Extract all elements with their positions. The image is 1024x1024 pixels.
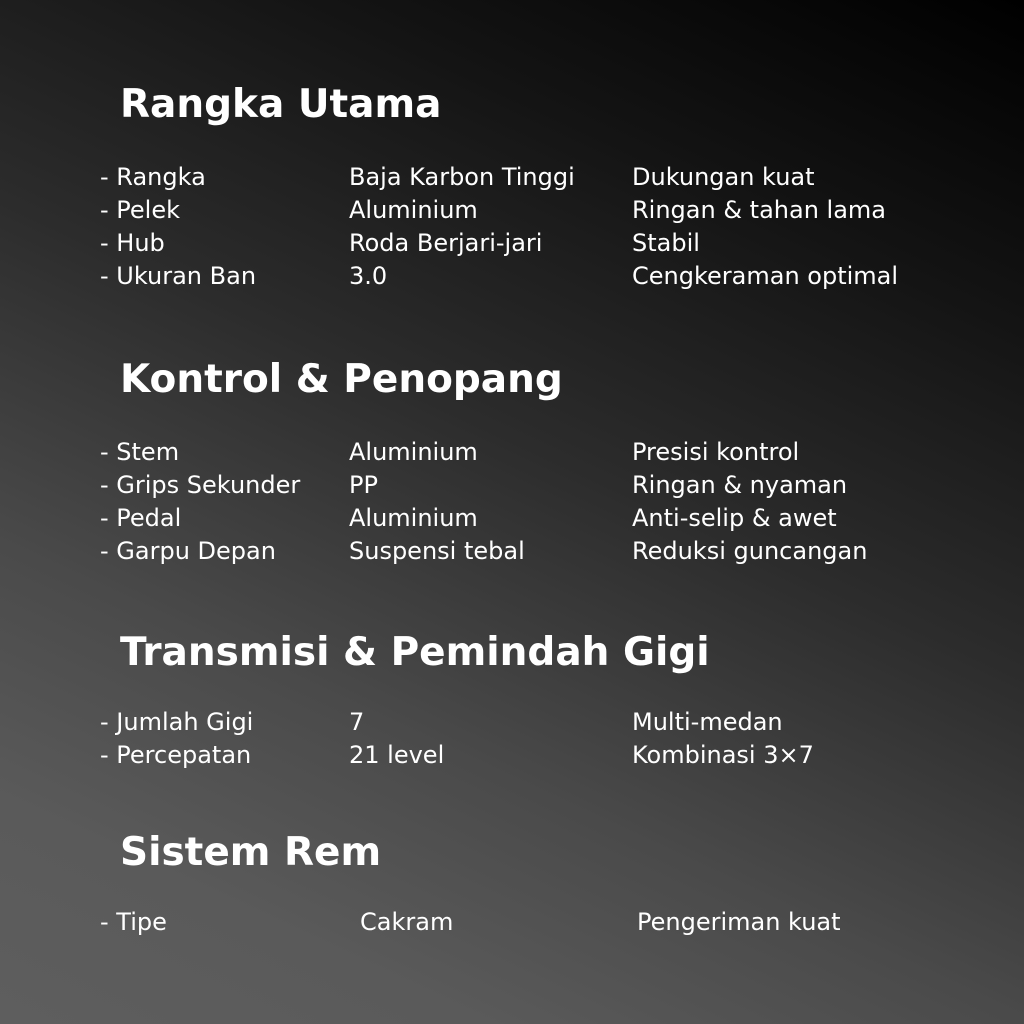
spec-row <box>0 436 1024 469</box>
spec-value: Aluminium <box>349 196 478 224</box>
spec-row <box>0 260 1024 293</box>
spec-label: - Jumlah Gigi <box>100 708 254 736</box>
spec-row <box>0 535 1024 568</box>
section-title: Rangka Utama <box>120 82 442 127</box>
spec-note: Ringan & tahan lama <box>632 196 887 224</box>
spec-value: Aluminium <box>349 438 478 466</box>
spec-label: - Percepatan <box>100 741 252 769</box>
spec-note: Presisi kontrol <box>632 438 800 466</box>
spec-value: Baja Karbon Tinggi <box>349 163 575 191</box>
spec-value: Suspensi tebal <box>349 537 525 565</box>
spec-row <box>0 194 1024 227</box>
spec-row <box>0 706 1024 739</box>
spec-value: 7 <box>349 708 365 736</box>
spec-row <box>0 161 1024 194</box>
spec-note: Kombinasi 3×7 <box>632 741 814 769</box>
spec-value: 21 level <box>349 741 445 769</box>
spec-note: Ringan & nyaman <box>632 471 848 499</box>
spec-note: Pengeriman kuat <box>637 908 841 936</box>
spec-label: - Grips Sekunder <box>100 471 301 499</box>
spec-row <box>0 739 1024 772</box>
spec-label: - Ukuran Ban <box>100 262 257 290</box>
spec-value: 3.0 <box>349 262 388 290</box>
section-title: Kontrol & Penopang <box>120 357 563 402</box>
spec-row <box>0 502 1024 535</box>
spec-note: Reduksi guncangan <box>632 537 868 565</box>
spec-note: Anti-selip & awet <box>632 504 837 532</box>
spec-note: Stabil <box>632 229 700 257</box>
spec-row <box>0 227 1024 260</box>
spec-label: - Stem <box>100 438 180 466</box>
spec-note: Dukungan kuat <box>632 163 815 191</box>
spec-note: Cengkeraman optimal <box>632 262 899 290</box>
spec-note: Multi-medan <box>632 708 783 736</box>
spec-row <box>0 906 1024 939</box>
spec-label: - Garpu Depan <box>100 537 276 565</box>
spec-label: - Pedal <box>100 504 182 532</box>
spec-label: - Rangka <box>100 163 206 191</box>
spec-value: PP <box>349 471 378 499</box>
spec-label: - Tipe <box>100 908 167 936</box>
spec-label: - Hub <box>100 229 165 257</box>
spec-value: Aluminium <box>349 504 478 532</box>
spec-label: - Pelek <box>100 196 181 224</box>
section-title: Sistem Rem <box>120 830 382 875</box>
section-title: Transmisi & Pemindah Gigi <box>120 630 710 675</box>
spec-value: Cakram <box>360 908 454 936</box>
spec-row <box>0 469 1024 502</box>
spec-value: Roda Berjari-jari <box>349 229 543 257</box>
